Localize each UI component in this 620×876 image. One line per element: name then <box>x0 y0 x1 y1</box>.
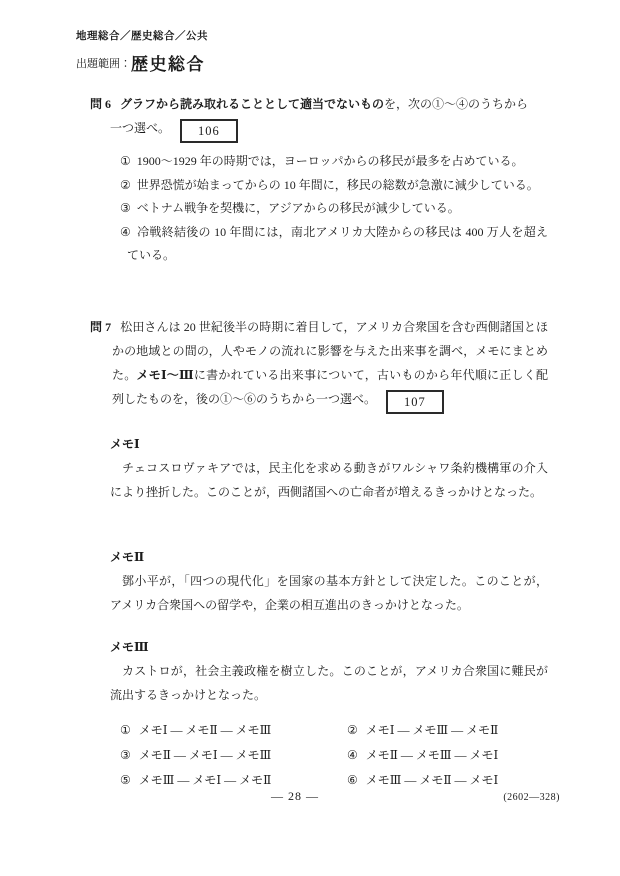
memo-1 <box>90 432 548 504</box>
memo-1-title: メモⅠ <box>110 437 140 451</box>
circled-2-icon: ② <box>120 177 131 192</box>
circled-2-icon: ② <box>347 723 358 737</box>
question-7-answer-options <box>120 718 498 793</box>
question-6-lead-emphasis: グラフから読み取れることとして適当でないもの <box>120 97 385 111</box>
answer-sequence: メモⅠ ― メモⅡ ― メモⅢ <box>138 723 272 737</box>
memo-3-title: メモⅢ <box>110 640 149 654</box>
answer-sequence: メモⅡ ― メモⅠ ― メモⅢ <box>138 748 272 762</box>
question-7 <box>90 315 548 414</box>
circled-5-icon: ⑤ <box>120 773 131 787</box>
memo-2 <box>90 545 548 617</box>
question-6-options <box>90 150 548 268</box>
exam-range <box>76 50 208 75</box>
question-6-label: 問 6 <box>90 97 112 111</box>
answer-option-3 <box>120 743 347 768</box>
memo-1-body: チェコスロヴァキアでは，民主化を求める動きがワルシャワ条約機構軍の介入により挫折した。このことが，西側諸国への亡命者が増えるきっかけとなった。 <box>110 461 548 499</box>
answer-sequence: メモⅢ ― メモⅠ ― メモⅡ <box>138 773 272 787</box>
doc-code: (2602—328) <box>503 792 560 803</box>
question-7-text-2: に書かれている出来事について，古いものから年代順に正しく配列したものを，後の①～⑥のうちから一つ選べ。 <box>112 368 548 406</box>
question-6-lead <box>90 92 548 116</box>
question-6-line2 <box>110 116 548 143</box>
question-7-text-1: 松田さんは 20 世紀後半の時期に着目して，アメリカ合衆国を含む西側諸国とほかの地域との間の，人やモノの流れに影響を与えた出来事を調べ，メモにまとめた。 <box>112 320 548 382</box>
page-number: — 28 — <box>271 789 319 803</box>
memo-3-body: カストロが，社会主義政権を樹立した。このことが，アメリカ合衆国に難民が流出するきっかけとなった。 <box>110 664 548 702</box>
answer-sequence: メモⅠ ― メモⅢ ― メモⅡ <box>365 723 499 737</box>
answer-number-box-106: 106 <box>180 119 238 143</box>
memo-3 <box>90 635 548 707</box>
page-header <box>76 28 208 75</box>
question-6-option-4 <box>120 221 548 268</box>
answer-sequence: メモⅡ ― メモⅢ ― メモⅠ <box>365 748 499 762</box>
question-6-choose-text: 一つ選べ。 <box>110 121 171 135</box>
exam-range-title: 歴史総合 <box>131 55 205 74</box>
option-text: 世界恐慌が始まってからの 10 年間に，移民の総数が急激に減少している。 <box>136 177 539 192</box>
memo-2-title: メモⅡ <box>110 550 145 564</box>
circled-1-icon: ① <box>120 154 131 168</box>
question-7-label: 問 7 <box>90 320 112 334</box>
answer-option-1 <box>120 718 347 743</box>
question-6-lead-rest: を，次の①～④のうちから <box>384 97 529 111</box>
answer-option-2 <box>347 718 498 743</box>
circled-3-icon: ③ <box>120 748 131 762</box>
option-text: 冷戦終結後の 10 年間には，南北アメリカ大陸からの移民は 400 万人を超えている。 <box>127 224 548 262</box>
answer-number-box-107: 107 <box>386 390 444 414</box>
question-6-option-1 <box>120 150 548 174</box>
circled-4-icon: ④ <box>120 224 132 239</box>
exam-range-label: 出題範囲： <box>76 58 131 70</box>
question-7-memo-ref: メモⅠ～Ⅲ <box>136 368 194 382</box>
circled-6-icon: ⑥ <box>347 773 358 787</box>
answer-option-4 <box>347 743 498 768</box>
option-text: ベトナム戦争を契機に，アジアからの移民が減少している。 <box>136 201 460 215</box>
circled-3-icon: ③ <box>120 201 131 215</box>
question-7-lead <box>90 315 548 414</box>
answer-sequence: メモⅢ ― メモⅡ ― メモⅠ <box>365 773 499 787</box>
memo-2-body: 鄧小平が，「四つの現代化」を国家の基本方針として決定した。このことが，アメリカ合衆国への留学や，企業の相互進出のきっかけとなった。 <box>110 574 548 612</box>
question-6-option-2 <box>120 174 548 198</box>
question-6-option-3 <box>120 197 548 221</box>
question-6 <box>90 92 548 143</box>
circled-4-icon: ④ <box>347 748 358 762</box>
circled-1-icon: ① <box>120 723 131 737</box>
option-text: 1900～1929 年の時期では，ヨーロッパからの移民が最多を占めている。 <box>136 154 524 168</box>
exam-subjects: 地理総合／歴史総合／公共 <box>76 31 208 42</box>
